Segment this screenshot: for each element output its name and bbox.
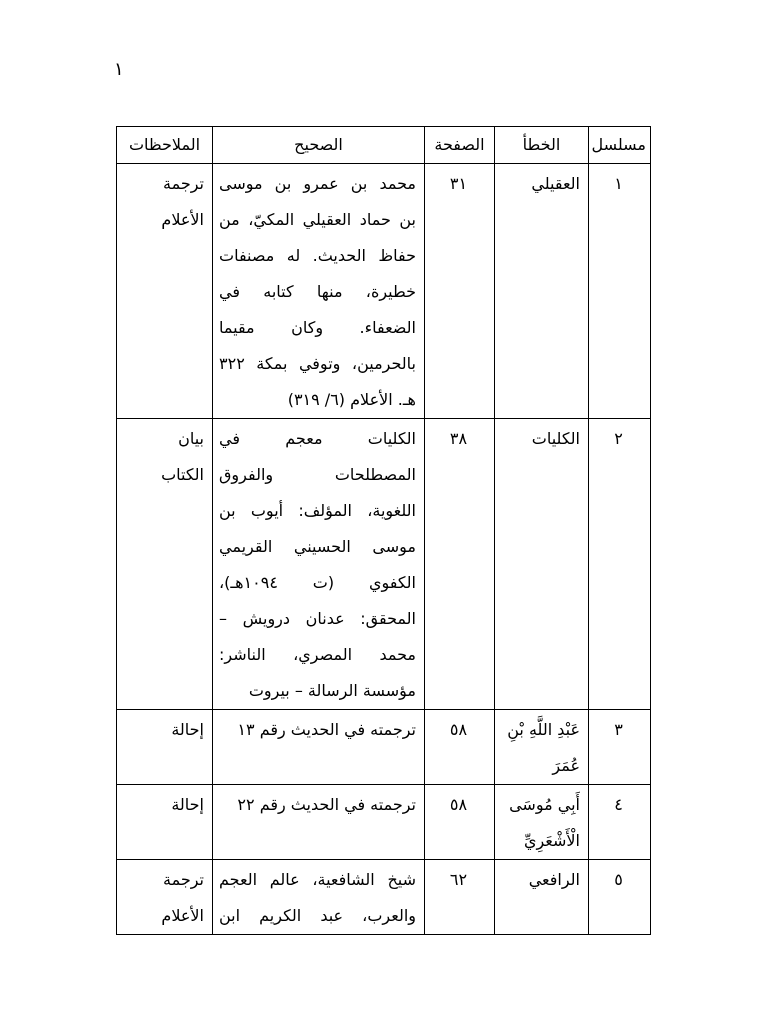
cell-line: أَبِي مُوسَى [509, 795, 580, 814]
cell-line: حفاظ الحديث. له مصنفات [219, 246, 416, 265]
page-number-value: ٣٨ [449, 429, 468, 448]
page-cell [425, 710, 495, 785]
cell-line: إحالة [171, 720, 204, 739]
header-correct: الصحيح [213, 127, 425, 164]
cell-line: العقيلي [531, 174, 580, 193]
wrong-cell [495, 710, 589, 785]
cell-line: الرافعي [528, 870, 580, 889]
notes-cell [117, 164, 213, 419]
page-number-value: ٥٨ [449, 720, 468, 739]
cell-line: ترجمة [163, 870, 204, 889]
corrections-table [116, 126, 651, 935]
cell-line: والعرب، عبد الكريم ابن [219, 906, 416, 925]
header-notes: الملاحظات [117, 127, 213, 164]
correct-cell [213, 164, 425, 419]
page-cell [425, 860, 495, 935]
serial-cell [589, 860, 651, 935]
header-serial: مسلسل [589, 127, 651, 164]
serial-number: ٢ [614, 429, 623, 448]
cell-line: ترجمة [163, 174, 204, 193]
cell-line: موسى الحسيني القريمي [219, 537, 416, 556]
wrong-cell [495, 860, 589, 935]
page-cell [425, 419, 495, 710]
correct-cell [213, 785, 425, 860]
serial-cell [589, 785, 651, 860]
wrong-cell [495, 164, 589, 419]
correct-cell [213, 860, 425, 935]
correct-cell [213, 419, 425, 710]
serial-number: ٤ [614, 795, 623, 814]
notes-cell [117, 419, 213, 710]
notes-cell [117, 710, 213, 785]
cell-line: المصطلحات والفروق [219, 465, 416, 484]
cell-line: الأعلام [161, 906, 204, 925]
cell-line: المحقق: عدنان درويش – [219, 609, 416, 628]
cell-line: عُمَرَ [552, 756, 580, 775]
notes-cell [117, 785, 213, 860]
table-row [117, 785, 651, 860]
serial-cell [589, 164, 651, 419]
cell-line: الأعلام [161, 210, 204, 229]
page-number-value: ٥٨ [449, 795, 468, 814]
cell-line: محمد بن عمرو بن موسى [219, 174, 416, 193]
cell-line: الكفوي (ت ١٠٩٤هـ)، [219, 573, 416, 592]
wrong-cell [495, 419, 589, 710]
cell-line: بن حماد العقيلي المكيّ، من [219, 210, 416, 229]
cell-line: هـ. الأعلام (٦/ ٣١٩) [287, 390, 416, 409]
table-row [117, 164, 651, 419]
page-cell [425, 164, 495, 419]
cell-line: الضعفاء. وكان مقيما [219, 318, 416, 337]
serial-number: ١ [614, 174, 623, 193]
cell-line: الكتاب [161, 465, 204, 484]
cell-line: ترجمته في الحديث رقم ٢٢ [237, 795, 416, 814]
cell-line: الكليات معجم في [219, 429, 416, 448]
table-row [117, 710, 651, 785]
serial-number: ٣ [614, 720, 623, 739]
page-number: ١ [114, 59, 124, 80]
cell-line: بيان [178, 429, 204, 448]
correct-cell [213, 710, 425, 785]
page-number-value: ٦٢ [449, 870, 468, 889]
header-wrong: الخطأ [495, 127, 589, 164]
serial-cell [589, 419, 651, 710]
serial-number: ٥ [614, 870, 623, 889]
page-cell [425, 785, 495, 860]
wrong-cell [495, 785, 589, 860]
table-header-row [117, 127, 651, 164]
cell-line: إحالة [171, 795, 204, 814]
notes-cell [117, 860, 213, 935]
table-row [117, 860, 651, 935]
cell-line: الْأَشْعَرِيِّ [523, 831, 580, 850]
header-page: الصفحة [425, 127, 495, 164]
cell-line: ترجمته في الحديث رقم ١٣ [237, 720, 416, 739]
cell-line: مؤسسة الرسالة – بيروت [248, 681, 416, 700]
cell-line: الكليات [531, 429, 580, 448]
table-row [117, 419, 651, 710]
cell-line: اللغوية، المؤلف: أيوب بن [219, 501, 416, 520]
serial-cell [589, 710, 651, 785]
cell-line: خطيرة، منها كتابه في [219, 282, 416, 301]
cell-line: بالحرمين، وتوفي بمكة ٣٢٢ [219, 354, 416, 373]
cell-line: محمد المصري، الناشر: [219, 645, 416, 664]
page-number-value: ٣١ [449, 174, 468, 193]
cell-line: عَبْدِ اللَّهِ بْنِ [507, 720, 580, 739]
cell-line: شيخ الشافعية، عالم العجم [219, 870, 416, 889]
